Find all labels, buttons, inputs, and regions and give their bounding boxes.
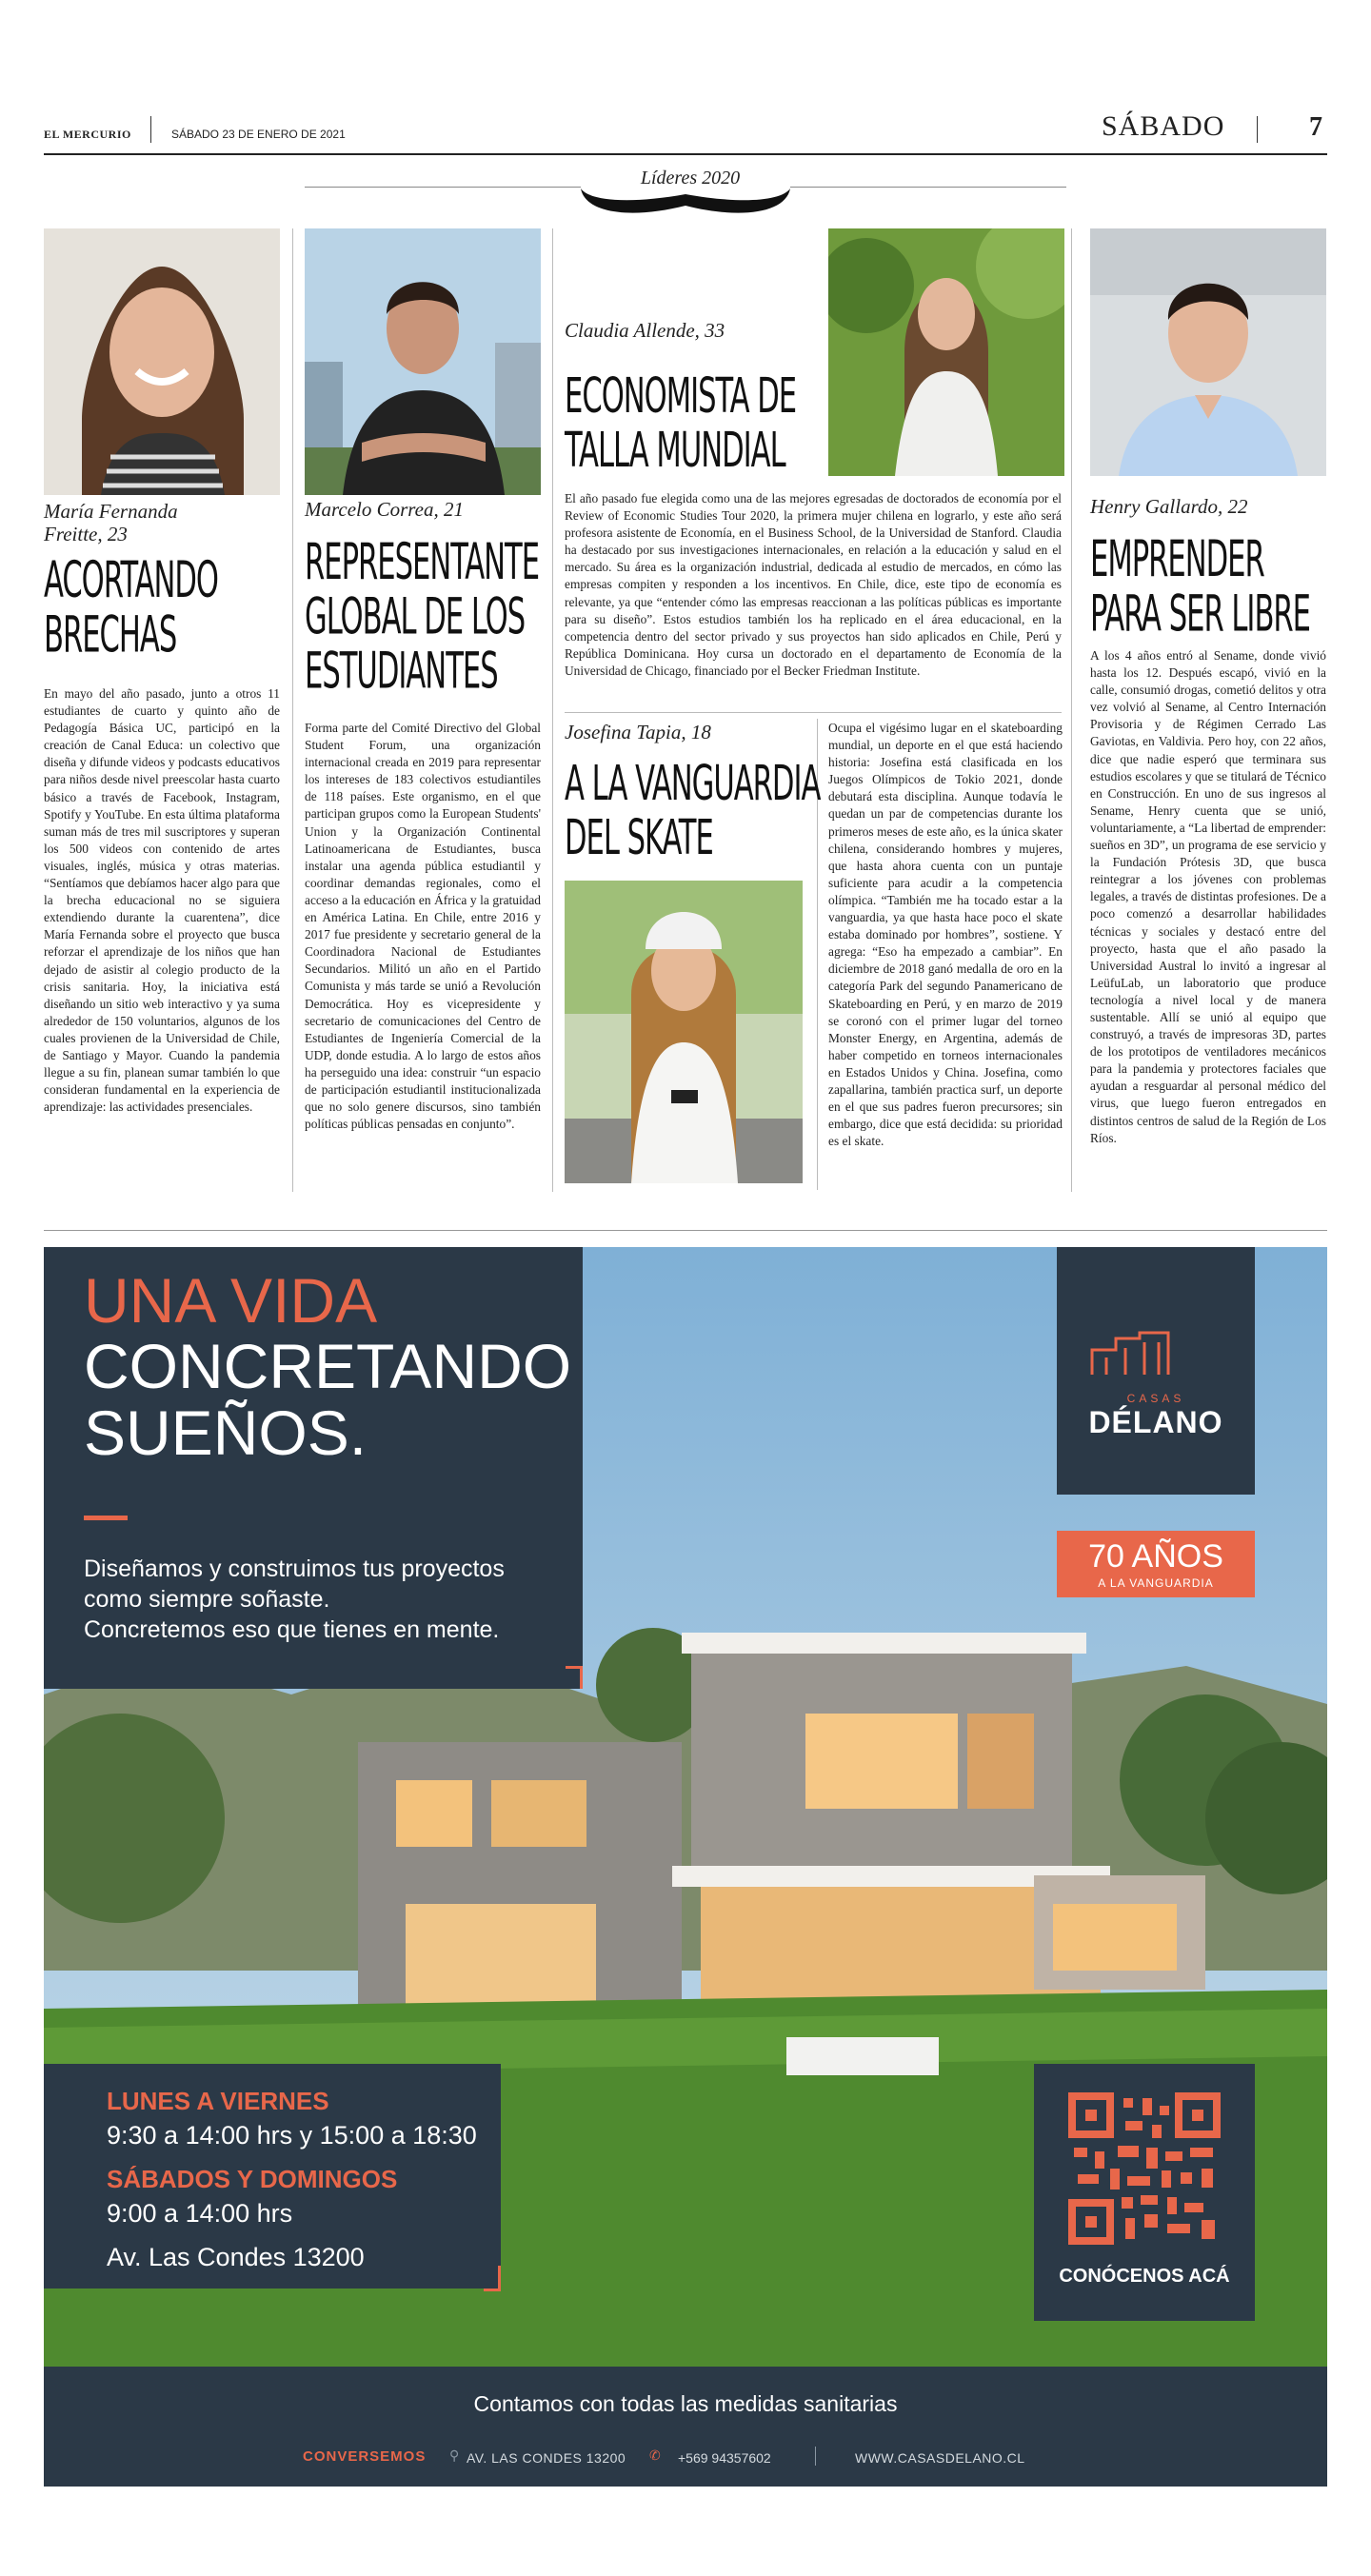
qr-panel[interactable] [1034, 2064, 1255, 2321]
advertisement-casas-delano [44, 1247, 1327, 2487]
ad-separator [44, 1230, 1327, 1231]
logo-name: DÉLANO [1088, 1405, 1223, 1439]
article-body: Forma parte del Comité Directivo del Global Student Forum, una organización internacional creada en 2019 para representar los intereses de 183 colectivos estudiantiles de 118 países. Este organismo, en el que participan grupos como la European Students' Union y la Organización Continental Latinoamericana de Estudiantes, busca instalar una agenda pública estudiantil y coordinar demandas regionales, como el acceso a la educación en África y la gratuidad en América Latina. En Chile, entre 2016 y 2017 fue presidente y secretario general de la Coordinadora Nacional de Estudiantes Secundarios. Militó un año en el Partido Comunista y más tarde se unió a Revolución Democrática. Hoy es vicepresidente y secretario de comunicaciones del Centro de Estudiantes de Ingeniería Comercial de la UDP, donde estudia. A lo largo de estos años ha perseguido una idea: construir “un espacio de participación estudiantil institucionalizada que no solo genere discursos, sino también políticas públicas pensadas en conjunto”. [305, 721, 541, 1132]
byline: Marcelo Correa, 21 [305, 498, 465, 521]
article-body: El año pasado fue elegida como una de las mejores egresadas de doctorados de economía por el Review of Economic Studies Tour 2020, la primera mujer chilena en lograrlo, y este año será profesora asistente de Economía, en el Business School, de la Universidad de Stanford. Claudia ha destacado por sus investigaciones internacionales, en relación a la educación y salud en el mercado. Su área es la organización industrial, dedicada al estudio de mercados, en cómo las empresas compiten y responden a los incentivos. En Chile, dice, este tipo de economía es relevante, ya que “entender cómo las empresas reaccionan a las políticas públicas es importante para su diseño”. Estos estudios también los ha replicado en el área educacional, en la competencia dentro del sector privado y sus proyectos han sido aplicados en Chile, Perú y República Dominicana. Hoy cursa un doctorado en el departamento de Economía de la Universidad de Chicago, financiado por el Becker Friedman Institute. [565, 491, 1062, 678]
action-photo-josefina [565, 881, 803, 1183]
anniversary-subtitle: A LA VANGUARDIA [1098, 1576, 1214, 1590]
column-rule [552, 228, 553, 1192]
newspaper-brand: EL MERCURIO [44, 128, 131, 141]
headline-line: EMPRENDER [1090, 529, 1264, 589]
tagline-line: Concretemos eso que tienes en mente. [84, 1616, 500, 1643]
sanitary-notice: Contamos con todas las medidas sanitarias [473, 2391, 898, 2416]
portrait-photo-marcelo [305, 228, 541, 495]
article-body: En mayo del año pasado, junto a otros 11 estudiantes de cuarto y quinto año de Pedagogía Básica UC, participó en la creación de Canal Educa: un colectivo que diseña y difunde videos y podcasts educativos para niños desde nivel preescolar hasta cuarto básico a través de Facebook, Instagram, Spotify y YouTube. En esta última plataforma suman más de tres mil suscriptores y superan los 500 videos con contenido de artes visuales, inglés, música y otras materias. “Sentíamos que debíamos hacer algo para que la brecha educacional no se siguiera extendiendo durante la cuarentena”, dice María Fernanda sobre el proyecto que busca reforzar el aprendizaje de los niños que han dejado de asistir al colegio producto de la crisis sanitaria. Hoy, la iniciativa está diseñando un sitio web interactivo y ya suma alrededor de 150 voluntarios, algunos de los cuales provienen de la Universidad de Chile, de Santiago y Mayor. Cuando la pandemia llegue a su fin, planean sumar también lo que consideran fundamental en la experiencia de aprendizaje: las actividades presenciales. [44, 686, 280, 1115]
byline: María Fernanda Freitte, 23 [44, 500, 178, 545]
column-rule [1071, 228, 1072, 1192]
qr-code-icon[interactable] [1068, 2092, 1221, 2245]
weekend-label: SÁBADOS Y DOMINGOS [107, 2165, 398, 2193]
byline: Henry Gallardo, 22 [1090, 495, 1248, 518]
header-divider [150, 116, 151, 143]
anniversary-badge [1057, 1531, 1255, 1597]
headline-line: REPRESENTANTE [305, 532, 540, 592]
headline-line: DEL SKATE [565, 809, 713, 867]
portrait-photo-claudia [828, 228, 1064, 476]
logo-panel [1057, 1247, 1255, 1495]
page-number: 7 [1309, 112, 1322, 142]
portrait-photo-maria-fernanda [44, 228, 280, 495]
qr-label[interactable]: CONÓCENOS ACÁ [1059, 2266, 1230, 2287]
section-title: Líderes 2020 [640, 168, 741, 188]
byline: Claudia Allende, 33 [565, 319, 725, 342]
footer-divider [815, 2447, 816, 2466]
tagline-line: Diseñamos y construimos tus proyectos [84, 1556, 505, 1582]
row-rule [565, 712, 1062, 713]
article-body: A los 4 años entró al Sename, donde vivió hasta los 12. Después escapó, vivió en la calle, consumió drogas, cometió delitos y otra vez volvió al Sename, al Centro Internación Provisoria y de Régimen Cerrado Las Gaviotas, en Valdivia. Pero hoy, con 22 años, dice que nadie esperó que terminara sus estudios escolares y que se titulará de Técnico en Construcción. En uno de sus ingresos al Sename, Henry cuenta que se unió, voluntariamente, a “La libertad de emprender: sueños en 3D”, un programa de ese servicio y la Fundación Prótesis 3D, que busca reintegrar a los jóvenes con problemas legales, a través de distintas profesiones. De a poco comenzó a desarrollar habilidades técnicas y sociales y destacó entre del proyecto, hasta que el año pasado la Universidad Austral lo invitó a ingresar al LeüfuLab, un laboratorio que produce tecnología a nivel local y de manera sustentable. Allí se unió al equipo que construyó, a través de impresoras 3D, partes de los prototipos de ventiladores mecánicos para la pandemia y protectores faciales que ayudan a resguardar al personal médico del virus, que luego fueron entregados en distintos centros de salud de la Región de Los Ríos. [1090, 648, 1326, 1145]
ad-tagline [84, 1554, 505, 1645]
logo-small-text: CASAS [1126, 1392, 1185, 1405]
ad-headline-accent: UNA VIDA [84, 1265, 378, 1336]
headline [305, 532, 540, 702]
footer-cta[interactable]: CONVERSEMOS [303, 2448, 427, 2465]
phone-icon: ✆ [649, 2448, 661, 2464]
headline-line: ECONOMISTA DE [565, 367, 797, 426]
portrait-photo-henry [1090, 228, 1326, 476]
column-rule [292, 228, 293, 1192]
casas-delano-logo-mark [1087, 1329, 1182, 1377]
section-rule-left [305, 187, 581, 188]
footer-website[interactable]: WWW.CASASDELANO.CL [855, 2450, 1025, 2466]
header-rule [44, 153, 1327, 155]
corner-accent [498, 2266, 501, 2291]
anniversary-years: 70 AÑOS [1088, 1538, 1223, 1575]
headline-line: BRECHAS [44, 605, 177, 665]
weekend-hours: 9:00 a 14:00 hrs [107, 2199, 293, 2228]
weekdays-label: LUNES A VIERNES [107, 2087, 329, 2115]
footer-address: AV. LAS CONDES 13200 [467, 2450, 626, 2466]
headline [565, 369, 796, 478]
headline-line: ESTUDIANTES [305, 642, 498, 702]
weekdays-hours: 9:30 a 14:00 hrs y 15:00 a 18:30 [107, 2121, 477, 2150]
article-body: Ocupa el vigésimo lugar en el skateboarding mundial, un deporte en el que está haciendo historia: Josefina está clasificada en los Juegos Olímpicos de Tokio 2021, donde debutará esta disciplina. Aunque todavía le quedan un par de competencias durante los primeros meses de este año, es la única skater chilena, considerando hombres y mujeres, que hasta ahora cuenta con un puntaje suficiente para acudir a la competencia olímpica. “También me ha tocado estar a la vanguardia, ya que hasta hace poco el skate estaba dominado por hombres”, sostiene. Y agrega: “Eso ha empezado a cambiar”. En diciembre de 2018 ganó medalla de oro en la categoría Park del segundo Panamericano de Skateboarding en Perú, y en marzo de 2019 se coronó con el primer lugar del torneo Monster Energy, en Argentina, además de haber competido en torneos internacionales en Estados Unidos y China. Josefina, como zapallarina, también practica surf, un deporte en el que sus padres fueron precursores; sin embargo, dice que está decidida: su prioridad es el skate. [828, 721, 1063, 1149]
headline-line: A LA VANGUARDIA [565, 755, 821, 813]
headline-line: TALLA MUNDIAL [565, 422, 785, 480]
headline [1090, 529, 1311, 644]
ad-footer [44, 2367, 1327, 2487]
issue-date: SÁBADO 23 DE ENERO DE 2021 [171, 128, 346, 141]
header-divider-right [1257, 116, 1258, 143]
headline [565, 757, 820, 865]
ad-headline [84, 1333, 571, 1466]
ad-headline-line: CONCRETANDO [84, 1331, 572, 1401]
headline [44, 550, 218, 665]
footer-phone[interactable]: +569 94357602 [678, 2450, 771, 2466]
section-day: SÁBADO [1102, 110, 1225, 142]
location-pin-icon: ⚲ [449, 2448, 460, 2464]
byline: Josefina Tapia, 18 [565, 721, 711, 743]
headline-line: GLOBAL DE LOS [305, 587, 526, 647]
tagline-line: como siempre soñaste. [84, 1586, 330, 1613]
headline-line: ACORTANDO [44, 550, 218, 610]
accent-bar [84, 1516, 128, 1520]
section-rule-right [790, 187, 1066, 188]
ad-headline-line: SUEÑOS. [84, 1397, 368, 1468]
headline-line: PARA SER LIBRE [1090, 585, 1311, 644]
showroom-address: Av. Las Condes 13200 [107, 2243, 365, 2271]
corner-accent [580, 1666, 583, 1689]
